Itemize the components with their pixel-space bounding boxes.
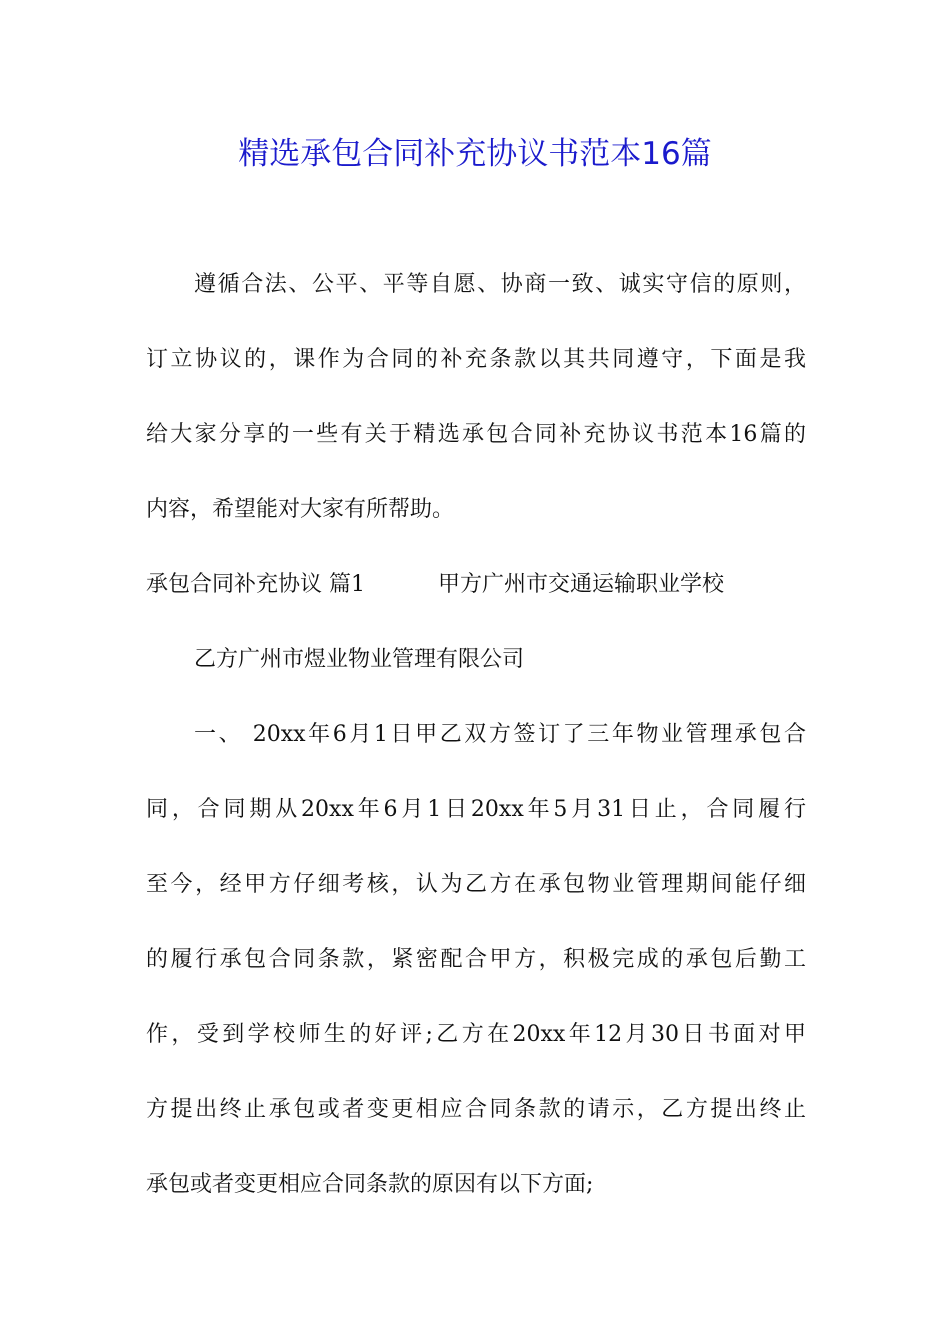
document-title: 精选承包合同补充协议书范本16篇 bbox=[238, 136, 712, 172]
section-heading: 承包合同补充协议 篇1 bbox=[146, 572, 365, 597]
clause-line-3: 至今，经甲方仔细考核，认为乙方在承包物业管理期间能仔细 bbox=[146, 872, 806, 897]
party-a: 甲方广州市交通运输职业学校 bbox=[438, 572, 725, 597]
clause-line-4: 的履行承包合同条款，紧密配合甲方，积极完成的承包后勤工 bbox=[146, 947, 806, 972]
intro-line-2: 订立协议的，课作为合同的补充条款以其共同遵守，下面是我 bbox=[146, 347, 806, 372]
clause-line-1: 一、 20xx年6月1日甲乙双方签订了三年物业管理承包合 bbox=[194, 722, 806, 747]
clause-line-2: 同，合同期从20xx年6月1日20xx年5月31日止，合同履行 bbox=[146, 797, 806, 822]
party-b: 乙方广州市煜业物业管理有限公司 bbox=[194, 647, 525, 672]
intro-line-1: 遵循合法、公平、平等自愿、协商一致、诚实守信的原则， bbox=[194, 272, 806, 297]
clause-line-5: 作，受到学校师生的好评;乙方在20xx年12月30日书面对甲 bbox=[146, 1022, 806, 1047]
intro-line-4: 内容，希望能对大家有所帮助。 bbox=[146, 497, 455, 522]
clause-line-7: 承包或者变更相应合同条款的原因有以下方面; bbox=[146, 1172, 594, 1197]
clause-line-6: 方提出终止承包或者变更相应合同条款的请示，乙方提出终止 bbox=[146, 1097, 806, 1122]
intro-line-3: 给大家分享的一些有关于精选承包合同补充协议书范本16篇的 bbox=[146, 422, 806, 447]
